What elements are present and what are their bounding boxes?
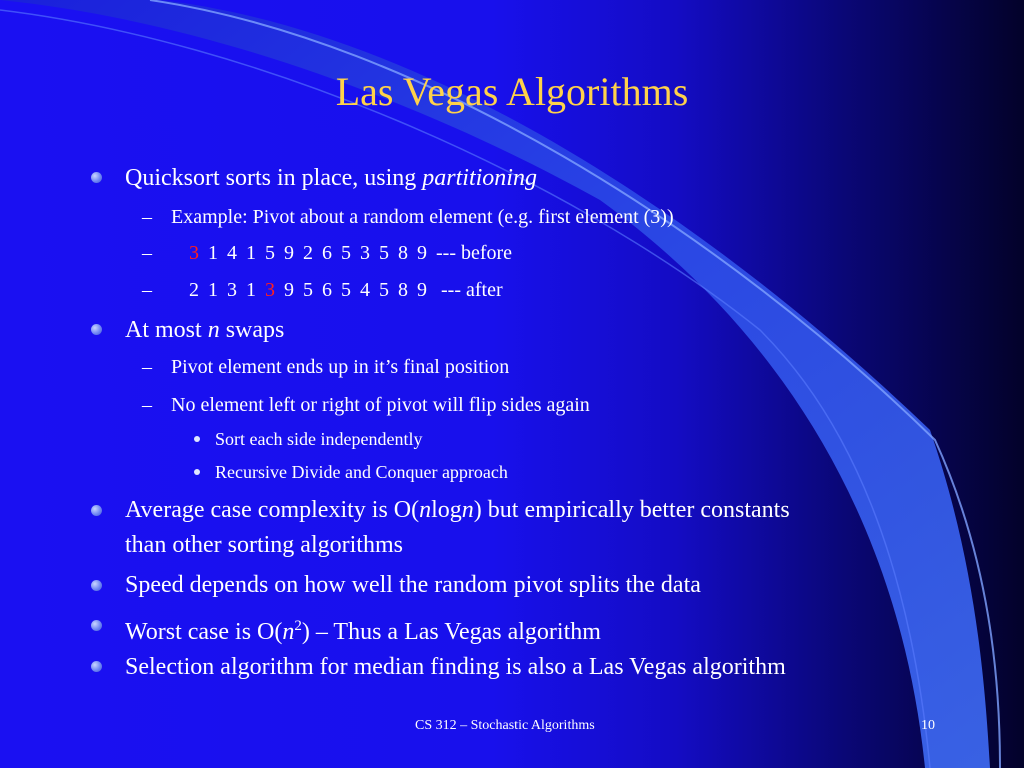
bullet-text: swaps	[219, 317, 285, 343]
sequence-number: 2	[303, 242, 313, 264]
bullet-text: Average case complexity is O(	[125, 497, 420, 523]
superscript: 2	[294, 618, 302, 634]
pivot-number: 3	[189, 242, 199, 264]
bullet-emphasis: n	[461, 497, 474, 523]
bullet-dot	[91, 324, 102, 335]
dash-marker: –	[142, 242, 152, 264]
bullet-emphasis: partitioning	[422, 165, 537, 191]
bullet-text: At most	[125, 317, 208, 343]
bullet-text: Worst case is O(	[125, 619, 283, 645]
sub-bullet-pivot-final: Pivot element ends up in it’s final position	[171, 356, 510, 378]
bullet-text: log	[431, 497, 462, 523]
bullet-selection: Selection algorithm for median finding is also a Las Vegas algorithm	[125, 654, 786, 680]
bullet-at-most-n-swaps	[125, 315, 284, 345]
bullet-speed: Speed depends on how well the random pivot splits the data	[125, 572, 701, 598]
sequence-number: 9	[284, 279, 294, 301]
bullet-dot	[91, 580, 102, 591]
bullet-dot	[91, 172, 102, 183]
bullet-emphasis: n	[419, 497, 432, 523]
bullet-quicksort	[125, 163, 537, 193]
bullet-dot	[91, 505, 102, 516]
sequence-label: --- after	[436, 279, 503, 301]
sequence-number: 1	[246, 279, 256, 301]
sequence-before	[189, 240, 521, 266]
sequence-number: 1	[208, 279, 218, 301]
bullet-worst-case	[125, 611, 601, 647]
sequence-number: 3	[227, 279, 237, 301]
footer-text: CS 312 – Stochastic Algorithms	[415, 718, 595, 733]
sequence-number: 4	[360, 279, 370, 301]
sequence-label: --- before	[436, 242, 513, 264]
bullet-text: ) – Thus a Las Vegas algorithm	[301, 619, 601, 645]
sequence-number: 6	[322, 279, 332, 301]
bullet-text: ) but empirically better constants	[473, 497, 790, 523]
sequence-number: 9	[284, 242, 294, 264]
sequence-number: 6	[322, 242, 332, 264]
pivot-number: 3	[265, 279, 275, 301]
sequence-number: 4	[227, 242, 237, 264]
sequence-number: 9	[417, 279, 427, 301]
sequence-number: 2	[189, 279, 199, 301]
sub-bullet-example: Example: Pivot about a random element (e.g. first element (3))	[171, 206, 674, 228]
sequence-number: 8	[398, 279, 408, 301]
sequence-number: 3	[360, 242, 370, 264]
sub-bullet-no-flip: No element left or right of pivot will flip sides again	[171, 394, 590, 416]
sequence-number: 5	[341, 279, 351, 301]
dash-marker: –	[142, 206, 152, 228]
bullet-emphasis: n	[282, 619, 295, 645]
sequence-number: 5	[379, 242, 389, 264]
sequence-number: 9	[417, 242, 427, 264]
sequence-after	[189, 277, 512, 303]
page-number: 10	[921, 718, 935, 733]
sub-sub-bullet-recursive: Recursive Divide and Conquer approach	[215, 462, 508, 482]
sequence-number: 1	[208, 242, 218, 264]
sequence-number: 5	[341, 242, 351, 264]
sub-sub-bullet-dot	[194, 436, 200, 442]
sequence-number: 1	[246, 242, 256, 264]
sequence-number: 8	[398, 242, 408, 264]
dash-marker: –	[142, 394, 152, 416]
sequence-number: 5	[265, 242, 275, 264]
bullet-dot	[91, 620, 102, 631]
bullet-average-case-line2: than other sorting algorithms	[125, 532, 403, 558]
sub-sub-bullet-dot	[194, 469, 200, 475]
bullet-emphasis: n	[207, 317, 220, 343]
sub-sub-bullet-sort-each: Sort each side independently	[215, 429, 423, 449]
dash-marker: –	[142, 356, 152, 378]
sequence-number: 5	[379, 279, 389, 301]
slide-title: Las Vegas Algorithms	[335, 69, 689, 114]
bullet-average-case	[125, 495, 790, 525]
sequence-number: 5	[303, 279, 313, 301]
dash-marker: –	[142, 279, 152, 301]
bullet-text: Quicksort sorts in place, using	[125, 165, 423, 191]
bullet-dot	[91, 661, 102, 672]
